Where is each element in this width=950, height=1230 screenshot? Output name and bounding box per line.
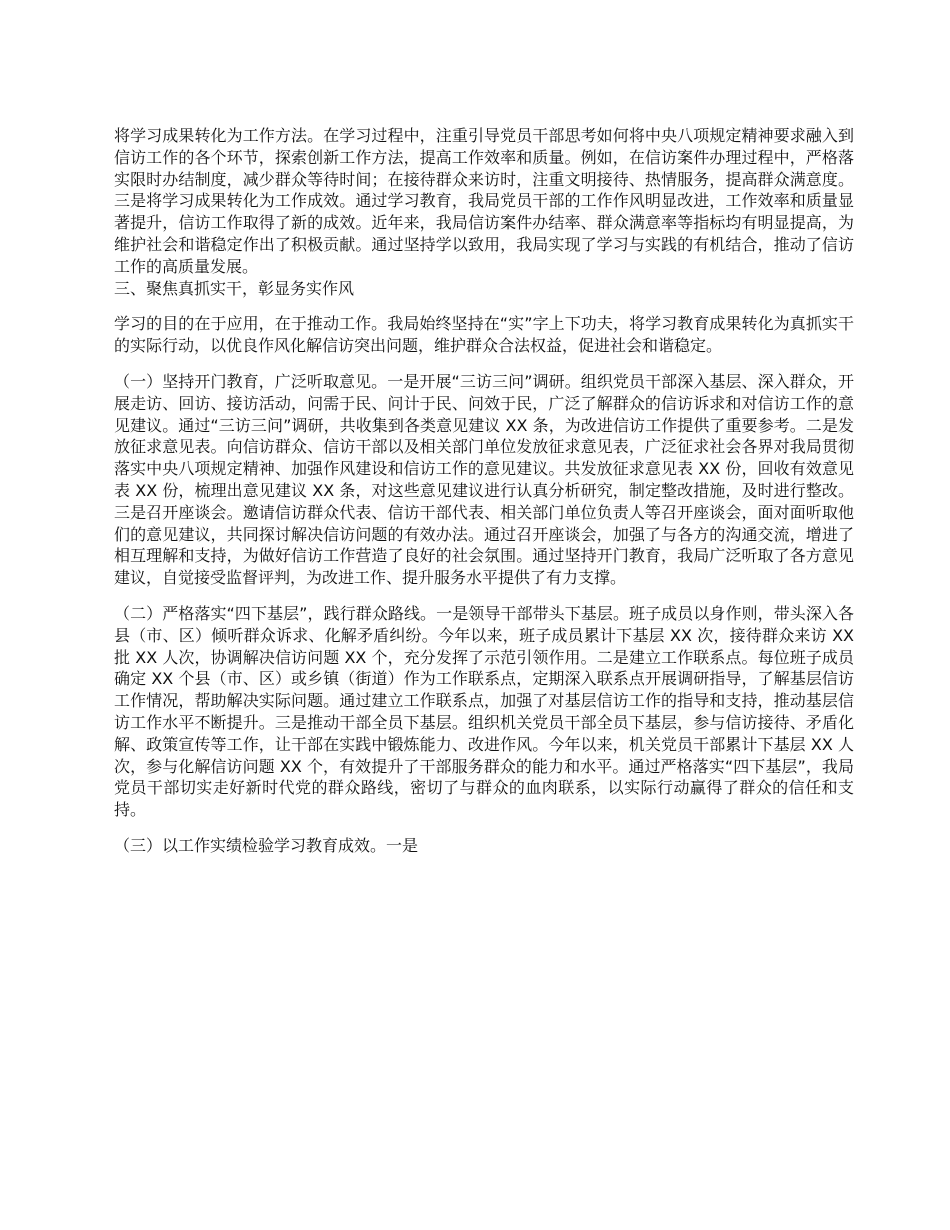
paragraph-open-education: （一）坚持开门教育，广泛听取意见。一是开展“三访三问”调研。组织党员干部深入基层、深入群众，开展走访、回访、接访活动，问需于民、问计于民、问效于民，广泛了解群众的信访诉求和对信访工作的意见建议。通过“三访三问”调研，共收集到各类意见建议 XX 条，为改进信访工作提供了重要参考。二是发放征求意见表。向信访群众、信访干部以及相关部门单位发放征求意见表，广泛征求社会各界对我局贯彻落实中央八项规定精神、加强作风建设和信访工作的意见建议。共发放征求意见表 XX 份，回收有效意见表 XX 份，梳理出意见建议 XX 条，对这些意见建议进行认真分析研究，制定整改措施，及时进行整改。三是召开座谈会。邀请信访群众代表、信访干部代表、相关部门单位负责人等召开座谈会，面对面听取他们的意见建议，共同探讨解决信访问题的有效办法。通过召开座谈会，加强了与各方的沟通交流，增进了相互理解和支持，为做好信访工作营造了良好的社会氛围。通过坚持开门教育，我局广泛听取了各方意见建议，自觉接受监督评判，为改进工作、提升服务水平提供了有力支撑。 <box>114 371 854 588</box>
paragraph-four-grassroots: （二）严格落实“四下基层”，践行群众路线。一是领导干部带头下基层。班子成员以身作则，带头深入各县（市、区）倾听群众诉求、化解矛盾纠纷。今年以来，班子成员累计下基层 XX 次，接待群众来访 XX 批 XX 人次，协调解决信访问题 XX 个，充分发挥了示范引领作用。二是建立工作联系点。每位班子成员确定 XX 个县（市、区）或乡镇（街道）作为工作联系点，定期深入联系点开展调研指导，了解基层信访工作情况，帮助解决实际问题。通过建立工作联系点，加强了对基层信访工作的指导和支持，推动基层信访工作水平不断提升。三是推动干部全员下基层。组织机关党员干部全员下基层，参与信访接待、矛盾化解、政策宣传等工作，让干部在实践中锻炼能力、改进作风。今年以来，机关党员干部累计下基层 XX 人次，参与化解信访问题 XX 个，有效提升了干部服务群众的能力和水平。通过严格落实“四下基层”，我局党员干部切实走好新时代党的群众路线，密切了与群众的血肉联系，以实际行动赢得了群众的信任和支持。 <box>114 603 854 820</box>
paragraph-results: （三）以工作实绩检验学习教育成效。一是 <box>114 835 419 855</box>
paragraph-intro: 学习的目的在于应用，在于推动工作。我局始终坚持在“实”字上下功夫，将学习教育成果转化为真抓实干的实际行动，以优良作风化解信访突出问题，维护群众合法权益，促进社会和谐稳定。 <box>114 314 854 356</box>
paragraph-methods: 将学习成果转化为工作方法。在学习过程中，注重引导党员干部思考如何将中央八项规定精神要求融入到信访工作的各个环节，探索创新工作方法，提高工作效率和质量。例如，在信访案件办理过程中，严格落实限时办结制度，减少群众等待时间；在接待群众来访时，注重文明接待、热情服务，提高群众满意度。三是将学习成果转化为工作成效。通过学习教育，我局党员干部的工作作风明显改进，工作效率和质量显著提升，信访工作取得了新的成效。近年来，我局信访案件办结率、群众满意率等指标均有明显提高，为维护社会和谐稳定作出了积极贡献。通过坚持学以致用，我局实现了学习与实践的有机结合，推动了信访工作的高质量发展。 <box>114 126 854 276</box>
document-body <box>114 125 854 857</box>
section-heading-3: 三、聚焦真抓实干，彰显务实作风 <box>114 278 355 298</box>
